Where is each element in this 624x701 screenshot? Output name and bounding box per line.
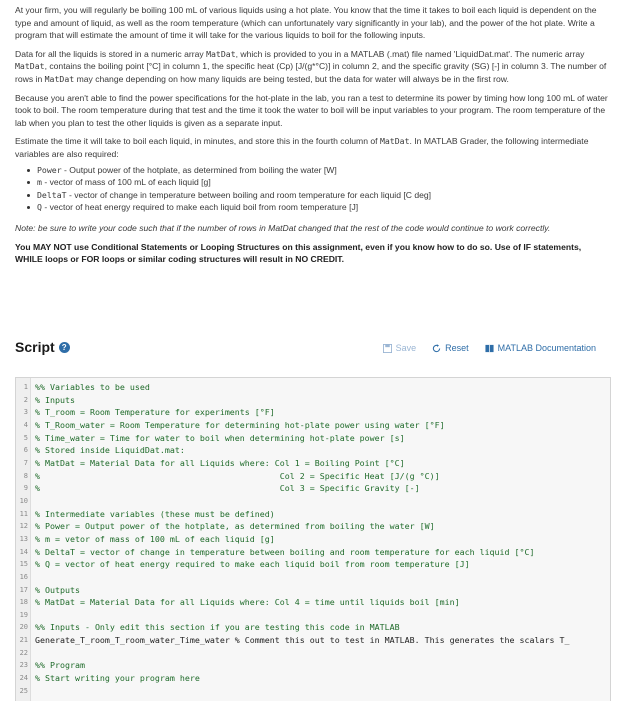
line-number: 19: [19, 610, 28, 619]
line-number: 16: [19, 572, 28, 581]
code-line[interactable]: [16, 381, 610, 394]
line-number: 14: [19, 547, 28, 556]
line-number: 1: [23, 383, 28, 391]
code-text: % Q = vector of heat energy required to make each liquid boil from room temperature [J]: [35, 559, 470, 570]
line-number: 8: [23, 471, 28, 480]
code-line[interactable]: [16, 495, 610, 508]
code-lines: [16, 381, 610, 697]
line-number: 10: [19, 496, 28, 505]
line-number: 15: [19, 560, 28, 569]
code-text: % Start writing your program here: [35, 673, 200, 684]
code-line[interactable]: [16, 457, 610, 470]
code-text: % Intermediate variables (these must be defined): [35, 508, 275, 519]
code-line[interactable]: [16, 419, 610, 432]
line-number: 21: [19, 636, 28, 645]
line-number: 18: [19, 598, 28, 607]
code-line[interactable]: [16, 546, 610, 559]
data-text-4: may change depending on how many liquids are being tested, but the data for water will always be in the first row.: [74, 73, 509, 84]
variable-name: Q: [37, 202, 42, 213]
line-number: 4: [23, 420, 28, 429]
matdat-code: MatDat: [379, 136, 410, 147]
code-line[interactable]: [16, 558, 610, 571]
line-number: 6: [23, 446, 28, 455]
code-text: % T_Room_water = Room Temperature for determining hot-plate power using water [°F]: [35, 419, 445, 430]
code-line[interactable]: [16, 596, 610, 609]
code-text: % Inputs: [35, 394, 75, 405]
matdat-code: MatDat: [206, 48, 236, 59]
code-text: % Col 2 = Specific Heat [J/(g °C)]: [35, 470, 440, 481]
line-number: 9: [23, 484, 28, 493]
code-line[interactable]: [16, 432, 610, 445]
note-text: Note: be sure to write your code such that if the number of rows in MatDat changed that the rest of the code would continue to work correctly.: [15, 222, 551, 233]
variable-name: Power: [37, 164, 62, 175]
code-line[interactable]: [16, 571, 610, 584]
script-title: Script: [15, 339, 55, 355]
line-number: 22: [19, 648, 28, 657]
line-number: 20: [19, 623, 28, 632]
reset-button[interactable]: [432, 343, 469, 353]
code-line[interactable]: [16, 634, 610, 647]
script-toolbar: [383, 343, 596, 353]
variable-description: - vector of heat energy required to make each liquid boil from room temperature [J]: [41, 202, 359, 213]
code-line[interactable]: [16, 482, 610, 495]
intro-paragraph: At your firm, you will regularly be boiling 100 mL of various liquids using a hot plate. You know that the time it takes to boil each liquid is dependent on the type and amount of liquid, as well as the room temperature (which can unfortunately vary significantly in your lab), and the power of the hot plate. Write a program that will estimate the amount of time it will take for the various liquids to boil for the following inputs.: [15, 5, 597, 41]
code-line[interactable]: [16, 659, 610, 672]
code-line[interactable]: [16, 394, 610, 407]
data-text-1: Data for all the liquids is stored in a numeric array: [15, 48, 207, 59]
code-text: % MatDat = Material Data for all Liquids where: Col 4 = time until liquids boil [min]: [35, 597, 460, 608]
code-line[interactable]: [16, 685, 610, 698]
code-line[interactable]: [16, 584, 610, 597]
code-line[interactable]: [16, 647, 610, 660]
code-text: Generate_T_room_T_room_water_Time_water % Comment this out to test in MATLAB. This generates the scalars T_: [35, 635, 570, 646]
line-number: 5: [23, 433, 28, 442]
save-label: Save: [395, 343, 417, 353]
data-text-2: , which is provided to you in a MATLAB (.mat) file named 'LiquidDat.mat'. The numeric array: [235, 48, 585, 59]
hotplate-paragraph: Because you aren't able to find the power specifications for the hot-plate in the lab, you ran a test to determine its power by timing how long 100 mL of water took to boil. The room temperature during that test and the time it took the water to boil will be input variables to your program. The room temperature of the lab when you plan to test the other liquids is given as a separate input.: [15, 92, 608, 128]
code-text: %% Inputs - Only edit this section if you are testing this code in MATLAB: [35, 622, 400, 633]
code-line[interactable]: [16, 520, 610, 533]
code-text: [28, 495, 35, 508]
save-icon: [383, 344, 392, 353]
line-number: 24: [19, 674, 28, 683]
variable-description: - Output power of the hotplate, as determined from boiling the water [W]: [61, 164, 337, 175]
code-text: %% Variables to be used: [35, 382, 150, 392]
save-button[interactable]: [383, 343, 417, 353]
line-number: 13: [19, 534, 28, 543]
code-line[interactable]: [16, 672, 610, 685]
matdat-code: MatDat: [15, 61, 45, 72]
variable-name: m: [37, 177, 42, 188]
code-text: % Outputs: [35, 584, 80, 595]
variable-description: - vector of mass of 100 mL of each liquid [g]: [41, 177, 211, 188]
code-text: %% Program: [35, 660, 85, 671]
code-text: % Stored inside LiquidDat.mat:: [35, 445, 185, 456]
variable-list-item: [25, 164, 611, 177]
variable-list-item: [25, 189, 611, 202]
problem-statement: [15, 4, 611, 272]
code-text: [28, 685, 35, 698]
code-line[interactable]: [16, 533, 610, 546]
variable-name: DeltaT: [37, 189, 67, 200]
estimate-text-2: . In MATLAB Grader, the following intermediate variables are also required:: [15, 136, 589, 159]
data-text-3: , contains the boiling point [°C] in column 1, the specific heat (Cp) [J/(g*°C)] in column 2, and the specific gravity (SG) [-] in column 3. The number of rows in: [15, 61, 607, 84]
data-paragraph: [15, 48, 611, 86]
code-text: % DeltaT = vector of change in temperature between boiling and room temperature for each liquid [°C]: [35, 546, 535, 557]
warning-text: You MAY NOT use Conditional Statements or Looping Structures on this assignment, even if you know how to do so. Use of IF statements, WHILE loops or FOR loops or similar coding structures will result in NO CREDIT.: [15, 241, 582, 265]
estimate-text-1: Estimate the time it will take to boil each liquid, in minutes, and store this in the fourth column of: [15, 136, 380, 147]
code-line[interactable]: [16, 621, 610, 634]
code-line[interactable]: [16, 406, 610, 419]
code-text: % Power = Output power of the hotplate, as determined from boiling the water [W]: [35, 521, 435, 532]
code-text: % m = vetor of mass of 100 mL of each liquid [g]: [35, 533, 275, 544]
variable-list-item: [25, 201, 611, 214]
line-number: 2: [23, 395, 28, 404]
variable-description: - vector of change in temperature between boiling and room temperature for each liquid [C deg]: [66, 189, 432, 200]
code-line[interactable]: [16, 609, 610, 622]
code-line[interactable]: [16, 470, 610, 483]
line-number: 7: [23, 458, 28, 467]
reset-label: Reset: [445, 343, 469, 353]
line-number: 3: [23, 408, 28, 417]
variable-list-item: [25, 176, 611, 189]
code-text: % Time_water = Time for water to boil when determining hot-plate power [s]: [35, 432, 405, 443]
matdat-code: MatDat: [44, 73, 75, 84]
line-number: 23: [19, 661, 28, 670]
code-text: [28, 571, 35, 584]
book-icon: [485, 344, 494, 353]
variable-list: [15, 164, 611, 214]
line-number: 25: [19, 686, 28, 695]
code-text: % Col 3 = Specific Gravity [-]: [35, 483, 420, 494]
script-header: [15, 339, 70, 355]
code-line[interactable]: [16, 508, 610, 521]
code-text: % T_room = Room Temperature for experiments [°F]: [35, 407, 275, 418]
code-text: [28, 609, 35, 622]
matlab-documentation-link[interactable]: [485, 343, 596, 353]
line-number: 12: [19, 522, 28, 531]
code-line[interactable]: [16, 444, 610, 457]
code-text: % MatDat = Material Data for all Liquids where: Col 1 = Boiling Point [°C]: [35, 457, 405, 468]
code-editor[interactable]: [15, 377, 611, 701]
line-number: 11: [19, 509, 28, 518]
line-number: 17: [19, 585, 28, 594]
documentation-label: MATLAB Documentation: [497, 343, 596, 353]
help-icon[interactable]: ?: [59, 342, 70, 353]
estimate-paragraph: [15, 135, 611, 160]
code-text: [28, 647, 35, 660]
reset-icon: [432, 344, 441, 353]
